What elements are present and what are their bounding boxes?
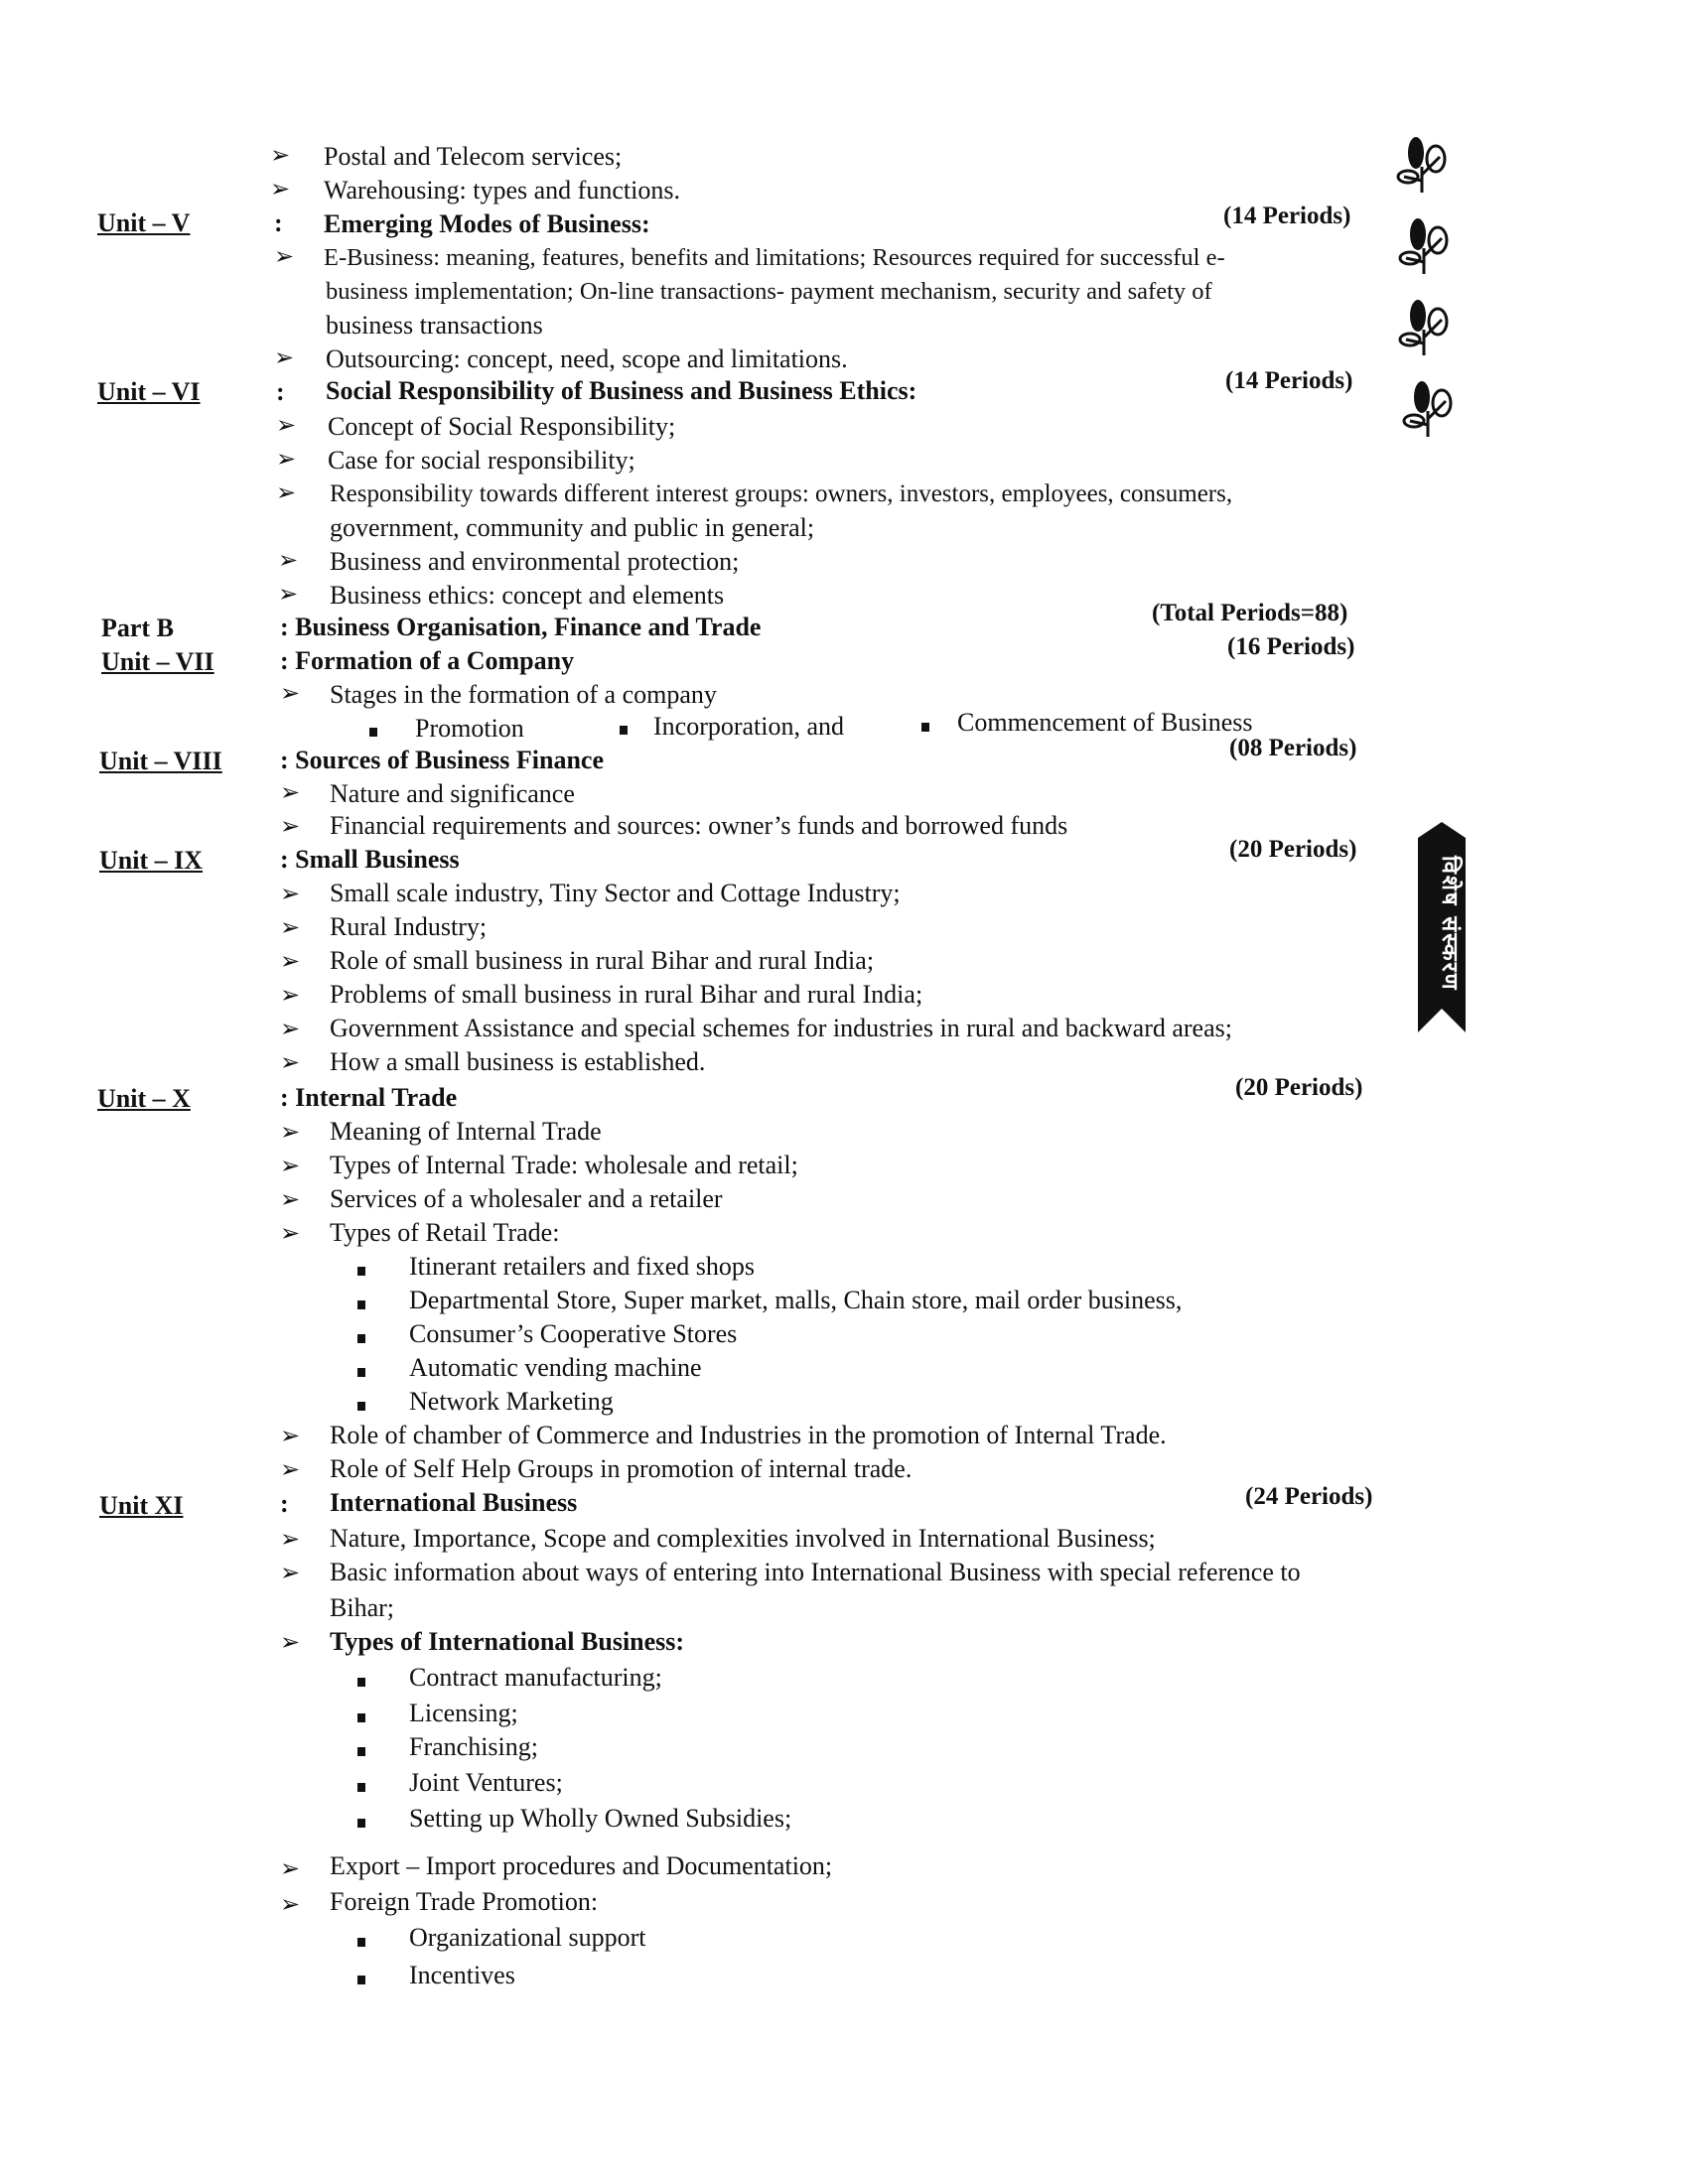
list-item: Outsourcing: concept, need, scope and limitations. <box>326 344 848 373</box>
periods-label: (14 Periods) <box>1225 367 1353 394</box>
sub-list-item: Network Marketing <box>409 1387 614 1416</box>
sub-list-item: Organizational support <box>409 1923 646 1952</box>
arrow-bullet-icon: ➢ <box>276 413 297 439</box>
sub-list-item: Commencement of Business <box>957 708 1253 737</box>
arrow-bullet-icon: ➢ <box>280 1457 301 1483</box>
list-item: Problems of small business in rural Bihar and rural India; <box>330 980 923 1009</box>
square-bullet-icon <box>357 1368 365 1377</box>
list-item: Role of Self Help Groups in promotion of internal trade. <box>330 1454 913 1483</box>
unit-title: Social Responsibility of Business and Business Ethics: <box>326 376 917 405</box>
list-item: Types of Internal Trade: wholesale and retail; <box>330 1151 798 1179</box>
part-title: : Business Organisation, Finance and Trade <box>280 613 762 641</box>
arrow-bullet-icon: ➢ <box>280 1120 301 1146</box>
list-item: Role of chamber of Commerce and Industries in the promotion of Internal Trade. <box>330 1421 1167 1449</box>
sub-list-item: Promotion <box>415 714 524 743</box>
list-item-continuation: business transactions <box>326 311 543 340</box>
list-item: Government Assistance and special schemes for industries in rural and backward areas; <box>330 1014 1232 1042</box>
square-bullet-icon <box>357 1976 365 1984</box>
leaf-decoration-icon <box>1392 131 1456 201</box>
list-item: Nature and significance <box>330 779 575 808</box>
arrow-bullet-icon: ➢ <box>280 1561 301 1586</box>
sub-list-item: Setting up Wholly Owned Subsidies; <box>409 1804 792 1833</box>
arrow-bullet-icon: ➢ <box>276 447 297 473</box>
arrow-bullet-icon: ➢ <box>278 582 299 608</box>
arrow-bullet-icon: ➢ <box>280 1017 301 1042</box>
unit-label: Unit – VIII <box>99 747 222 775</box>
list-item: Financial requirements and sources: owner’s funds and borrowed funds <box>330 811 1068 840</box>
arrow-bullet-icon: ➢ <box>280 949 301 975</box>
list-item: Concept of Social Responsibility; <box>328 412 676 441</box>
periods-label: (14 Periods) <box>1223 203 1351 229</box>
square-bullet-icon <box>357 1334 365 1343</box>
sub-list-item: Itinerant retailers and fixed shops <box>409 1252 755 1281</box>
unit-title: : Internal Trade <box>280 1083 458 1112</box>
list-item-continuation: government, community and public in general; <box>330 513 815 542</box>
square-bullet-icon <box>357 1938 365 1947</box>
unit-label: Unit – X <box>97 1084 191 1113</box>
square-bullet-icon <box>357 1300 365 1309</box>
sub-list-item: Joint Ventures; <box>409 1768 563 1797</box>
list-item: Export – Import procedures and Documentation; <box>330 1851 833 1880</box>
list-item: Warehousing: types and functions. <box>324 176 680 205</box>
list-item: Types of Retail Trade: <box>330 1218 560 1247</box>
colon-separator: : <box>276 377 285 406</box>
ribbon-label: विशेष संस्करण <box>1437 855 1462 992</box>
square-bullet-icon <box>357 1267 365 1276</box>
arrow-bullet-icon: ➢ <box>276 480 297 506</box>
colon-separator: : <box>280 1489 289 1518</box>
unit-label: Unit – VI <box>97 377 201 406</box>
unit-label: Unit – IX <box>99 846 204 875</box>
list-item-continuation: Bihar; <box>330 1593 394 1622</box>
unit-title: International Business <box>330 1488 578 1517</box>
list-item: Nature, Importance, Scope and complexities involved in International Business; <box>330 1524 1156 1553</box>
square-bullet-icon <box>369 728 377 737</box>
arrow-bullet-icon: ➢ <box>280 1424 301 1449</box>
unit-title: Emerging Modes of Business: <box>324 209 650 238</box>
list-item: E-Business: meaning, features, benefits and limitations; Resources required for successful e- <box>324 244 1225 271</box>
square-bullet-icon <box>620 726 628 735</box>
unit-title: : Small Business <box>280 845 460 874</box>
sub-list-item: Incorporation, and <box>653 712 845 741</box>
square-bullet-icon <box>921 723 929 732</box>
periods-label: (Total Periods=88) <box>1152 600 1348 626</box>
leaf-decoration-icon <box>1398 375 1462 445</box>
arrow-bullet-icon: ➢ <box>280 780 301 806</box>
list-item: Meaning of Internal Trade <box>330 1117 602 1146</box>
arrow-bullet-icon: ➢ <box>280 1856 301 1882</box>
periods-label: (24 Periods) <box>1245 1483 1373 1510</box>
arrow-bullet-icon: ➢ <box>274 244 295 270</box>
list-item: Role of small business in rural Bihar and rural India; <box>330 946 875 975</box>
square-bullet-icon <box>357 1678 365 1687</box>
arrow-bullet-icon: ➢ <box>280 1892 301 1918</box>
list-item: Foreign Trade Promotion: <box>330 1887 599 1916</box>
list-item: Basic information about ways of entering into International Business with special reference to <box>330 1558 1301 1586</box>
periods-label: (08 Periods) <box>1229 735 1357 761</box>
part-label: Part B <box>101 614 174 642</box>
sub-list-item: Automatic vending machine <box>409 1353 702 1382</box>
leaf-decoration-icon <box>1394 294 1458 363</box>
sub-list-item: Franchising; <box>409 1732 538 1761</box>
list-item-continuation: business implementation; On-line transactions- payment mechanism, security and safety of <box>326 278 1212 305</box>
unit-title: : Sources of Business Finance <box>280 746 604 774</box>
unit-label: Unit XI <box>99 1491 184 1520</box>
periods-label: (20 Periods) <box>1235 1074 1363 1101</box>
list-item: Responsibility towards different interest groups: owners, investors, employees, consumers, <box>330 480 1233 507</box>
list-item: Types of International Business: <box>330 1627 685 1656</box>
arrow-bullet-icon: ➢ <box>274 345 295 371</box>
arrow-bullet-icon: ➢ <box>280 983 301 1009</box>
arrow-bullet-icon: ➢ <box>280 681 301 707</box>
square-bullet-icon <box>357 1402 365 1411</box>
unit-label: Unit – VII <box>101 647 214 676</box>
arrow-bullet-icon: ➢ <box>270 143 291 169</box>
arrow-bullet-icon: ➢ <box>280 1221 301 1247</box>
unit-label: Unit – V <box>97 208 191 237</box>
periods-label: (16 Periods) <box>1227 633 1355 660</box>
square-bullet-icon <box>357 1783 365 1792</box>
list-item: Case for social responsibility; <box>328 446 635 475</box>
square-bullet-icon <box>357 1747 365 1756</box>
arrow-bullet-icon: ➢ <box>280 814 301 840</box>
list-item: Business ethics: concept and elements <box>330 581 725 610</box>
list-item: How a small business is established. <box>330 1047 706 1076</box>
sub-list-item: Contract manufacturing; <box>409 1663 662 1692</box>
sub-list-item: Licensing; <box>409 1699 518 1727</box>
leaf-decoration-icon <box>1394 212 1458 282</box>
sub-list-item: Departmental Store, Super market, malls, Chain store, mail order business, <box>409 1286 1183 1314</box>
list-item: Rural Industry; <box>330 912 488 941</box>
list-item: Small scale industry, Tiny Sector and Cottage Industry; <box>330 879 901 907</box>
sub-list-item: Incentives <box>409 1961 515 1989</box>
arrow-bullet-icon: ➢ <box>280 1527 301 1553</box>
arrow-bullet-icon: ➢ <box>280 915 301 941</box>
square-bullet-icon <box>357 1819 365 1828</box>
arrow-bullet-icon: ➢ <box>280 882 301 907</box>
arrow-bullet-icon: ➢ <box>270 177 291 203</box>
arrow-bullet-icon: ➢ <box>280 1154 301 1179</box>
square-bullet-icon <box>357 1713 365 1722</box>
list-item: Postal and Telecom services; <box>324 142 623 171</box>
list-item: Business and environmental protection; <box>330 547 740 576</box>
colon-separator: : <box>274 208 283 237</box>
sub-list-item: Consumer’s Cooperative Stores <box>409 1319 738 1348</box>
arrow-bullet-icon: ➢ <box>280 1630 301 1656</box>
unit-title: : Formation of a Company <box>280 646 575 675</box>
arrow-bullet-icon: ➢ <box>280 1050 301 1076</box>
arrow-bullet-icon: ➢ <box>278 548 299 574</box>
list-item: Stages in the formation of a company <box>330 680 717 709</box>
periods-label: (20 Periods) <box>1229 836 1357 863</box>
list-item: Services of a wholesaler and a retailer <box>330 1184 723 1213</box>
arrow-bullet-icon: ➢ <box>280 1187 301 1213</box>
